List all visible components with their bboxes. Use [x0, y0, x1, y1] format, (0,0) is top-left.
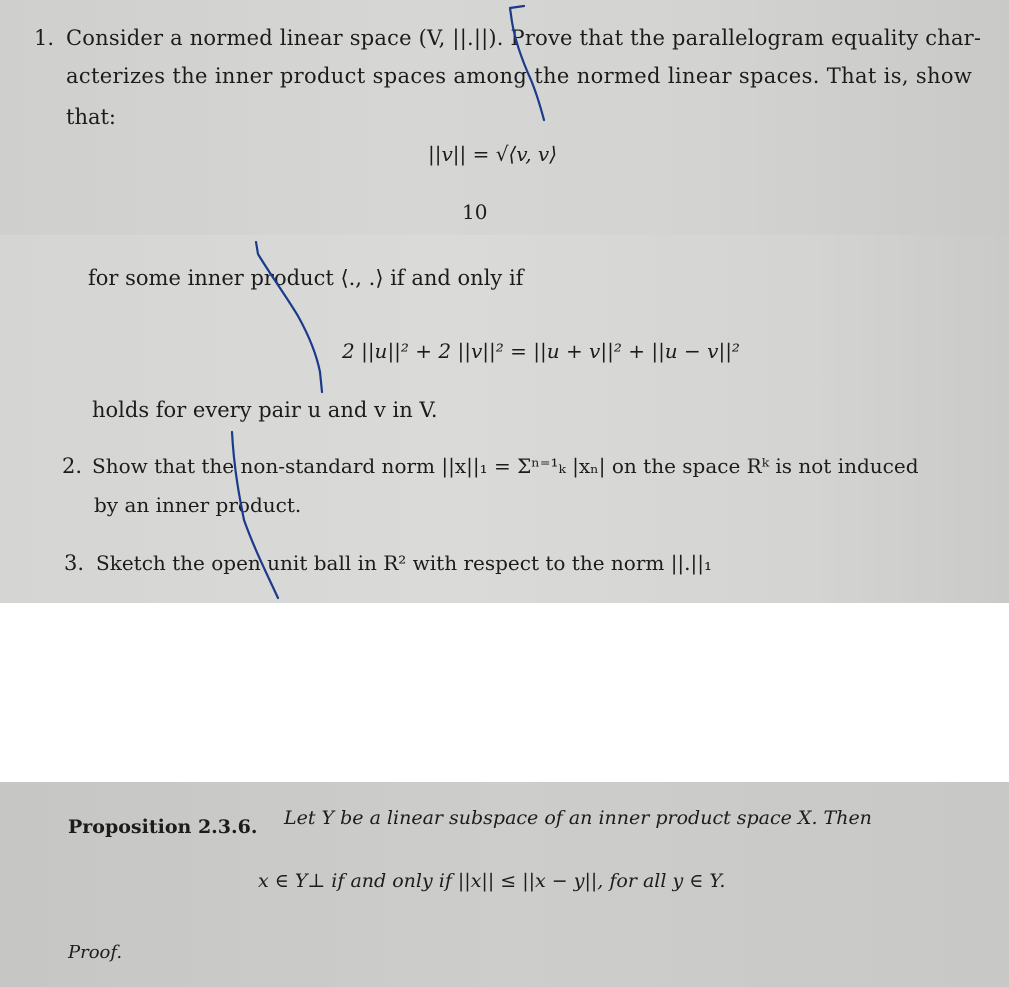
problem-2-line-2: by an inner product.	[94, 493, 302, 517]
problem-3-line-1: Sketch the open unit ball in R² with respect to the norm ||.||₁	[96, 551, 713, 575]
proposition-label: Proposition 2.3.6.	[68, 816, 258, 838]
problem-1-equation-norm: ||v|| = √⟨v, v⟩	[428, 142, 558, 166]
problem-1-line-2: acterizes the inner product spaces among the normed linear spaces. That is, show	[66, 64, 973, 88]
problem-1-equation-parallelogram: 2 ||u||² + 2 ||v||² = ||u + v||² + ||u − v||²	[342, 339, 740, 363]
proposition-statement: x ∈ Y⊥ if and only if ||x|| ≤ ||x − y||, for all y ∈ Y.	[258, 870, 726, 892]
photo-fragment-bottom	[0, 782, 1009, 987]
problem-1-line-5: holds for every pair u and v in V.	[92, 398, 438, 422]
photo-fragment-middle	[0, 235, 1009, 603]
proposition-text: Let Y be a linear subspace of an inner product space X. Then	[284, 807, 872, 829]
proof-label: Proof.	[68, 942, 123, 963]
page-number: 10	[462, 200, 488, 224]
problem-1-line-3: that:	[66, 105, 116, 129]
problem-1-line-4: for some inner product ⟨., .⟩ if and only if	[88, 266, 524, 290]
problem-2-line-1: Show that the non-standard norm ||x||₁ = Σⁿ⁼¹ₖ |xₙ| on the space Rᵏ is not induced	[92, 454, 919, 478]
problem-1-line-1: Consider a normed linear space (V, ||.||). Prove that the parallelogram equality char-	[66, 26, 982, 50]
problem-1-number: 1.	[34, 26, 55, 50]
photo-fragment-top	[0, 0, 1009, 235]
problem-2-number: 2.	[62, 454, 83, 478]
problem-3-number: 3.	[64, 551, 85, 575]
